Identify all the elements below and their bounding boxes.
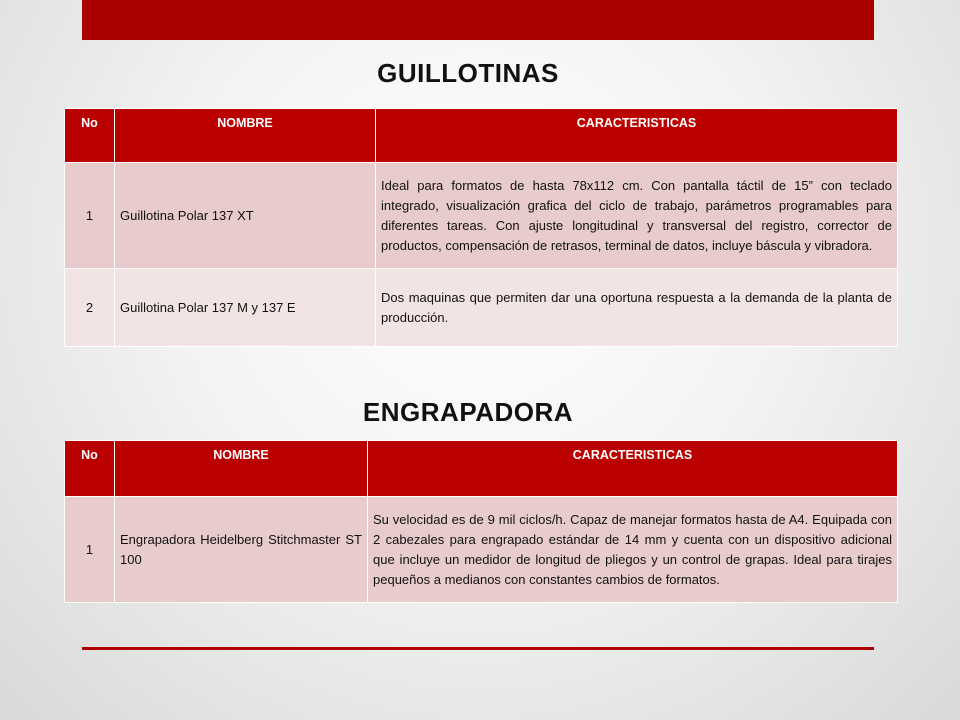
row-name: Engrapadora Heidelberg Stitchmaster ST 100	[115, 497, 368, 603]
column-header-nombre: NOMBRE	[115, 441, 368, 497]
bottom-divider-line	[82, 647, 874, 650]
column-header-nombre: NOMBRE	[115, 109, 376, 163]
row-number: 1	[65, 163, 115, 269]
row-description: Ideal para formatos de hasta 78x112 cm. Con pantalla táctil de 15” con teclado integrado, visualización grafica del ciclo de trabajo, parámetros programables para diferentes tareas. Con ajuste longitudinal y transversal del registro, corrector de productos, compensación de retrasos, terminal de datos, incluye báscula y vibradora.	[376, 163, 898, 269]
table-header-row	[65, 109, 898, 163]
guillotinas-table	[64, 108, 898, 347]
row-description: Su velocidad es de 9 mil ciclos/h. Capaz de manejar formatos hasta de A4. Equipada con 2 cabezales para engrapado estándar de 14 mm y cuenta con un dispositivo adicional que incluye un medidor de longitud de pliegos y un control de grapas. Ideal para tirajes pequeños a medianos con constantes cambios de formatos.	[368, 497, 898, 603]
table-header-row	[65, 441, 898, 497]
table-row	[65, 163, 898, 269]
table-row	[65, 497, 898, 603]
column-header-caracteristicas: CARACTERISTICAS	[376, 109, 898, 163]
section-title-engrapadora: ENGRAPADORA	[362, 397, 574, 427]
row-description: Dos maquinas que permiten dar una oportuna respuesta a la demanda de la planta de producción.	[376, 269, 898, 347]
row-name: Guillotina Polar 137 XT	[115, 163, 376, 269]
row-number: 1	[65, 497, 115, 603]
column-header-no: No	[65, 109, 115, 163]
column-header-caracteristicas: CARACTERISTICAS	[368, 441, 898, 497]
top-accent-bar	[82, 0, 874, 40]
section-title-guillotinas: GUILLOTINAS	[377, 58, 559, 88]
engrapadora-table	[64, 440, 898, 603]
row-name: Guillotina Polar 137 M y 137 E	[115, 269, 376, 347]
column-header-no: No	[65, 441, 115, 497]
row-number: 2	[65, 269, 115, 347]
table-row	[65, 269, 898, 347]
